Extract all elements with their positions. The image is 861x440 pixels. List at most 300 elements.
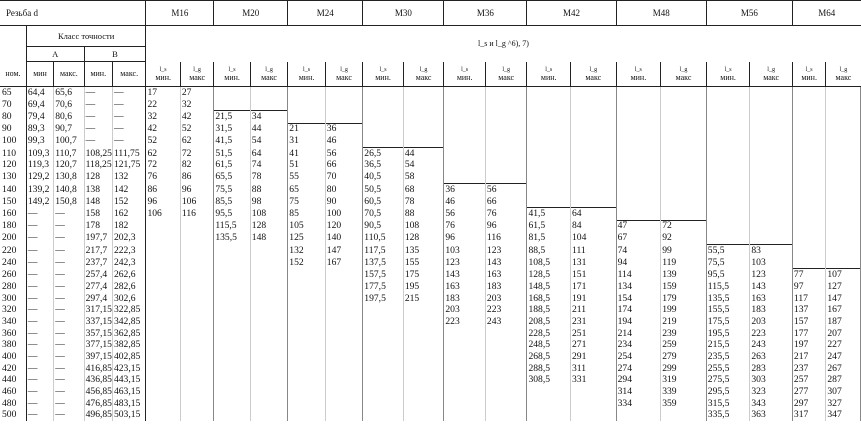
- class-b-max-cell: 242,3: [112, 257, 145, 269]
- lg-max-cell: 227: [826, 339, 861, 351]
- ls-min-cell: [363, 339, 404, 351]
- table-body: [0, 87, 861, 422]
- ls-min-cell: [288, 99, 325, 111]
- table-row: [0, 398, 861, 410]
- ls-min-cell: 317: [792, 410, 825, 422]
- ls-min-cell: [444, 398, 486, 410]
- class-a-min-cell: —: [26, 398, 53, 410]
- class-a-min-cell: —: [26, 208, 53, 220]
- col-subscript: l_g: [265, 67, 273, 74]
- lg-max-cell: [485, 160, 527, 172]
- lg-max-cell: [403, 410, 444, 422]
- ls-min-cell: 215,5: [706, 339, 750, 351]
- ls-min-cell: 97: [792, 281, 825, 293]
- lg-max-cell: 96: [485, 220, 527, 232]
- lg-max-cell: 203: [750, 316, 793, 328]
- lg-max-cell: 175: [403, 269, 444, 281]
- ls-min-cell: [444, 111, 486, 123]
- col-minmax-label: мин.: [801, 73, 817, 83]
- ls-min-cell: 155,5: [706, 304, 750, 316]
- class-a-min-cell: —: [26, 328, 53, 340]
- lg-max-cell: [180, 398, 213, 410]
- lg-max-cell: [750, 99, 793, 111]
- ls-min-cell: 86: [146, 184, 180, 196]
- ls-min-cell: [616, 160, 661, 172]
- lg-max-cell: 263: [750, 351, 793, 363]
- lg-max-cell: 103: [750, 257, 793, 269]
- lg-max-cell: [325, 111, 363, 123]
- lg-max-cell: 36: [325, 123, 363, 135]
- col-minmax-label: макс: [763, 73, 780, 83]
- table-row: [0, 208, 861, 220]
- lg-max-cell: 283: [750, 363, 793, 375]
- col-subscript: l_g: [679, 67, 688, 74]
- ls-min-cell: 21: [288, 123, 325, 135]
- col-m24-ls-min: [288, 62, 325, 87]
- ls-min-cell: [146, 386, 180, 398]
- class-b-min-cell: 217,7: [84, 244, 112, 256]
- class-b-min-cell: 257,4: [84, 269, 112, 281]
- ls-min-cell: 94: [616, 257, 661, 269]
- lg-max-cell: [403, 87, 444, 99]
- lg-max-cell: [571, 196, 617, 208]
- nominal-length-cell: 70: [0, 99, 26, 111]
- class-a-max-cell: —: [54, 208, 84, 220]
- lg-max-cell: 27: [180, 87, 213, 99]
- ls-min-cell: 88,5: [527, 244, 571, 256]
- ls-min-cell: 135,5: [706, 293, 750, 305]
- ls-min-cell: [792, 99, 825, 111]
- lg-max-cell: 251: [571, 328, 617, 340]
- lg-max-cell: [403, 111, 444, 123]
- ls-min-cell: 137: [792, 304, 825, 316]
- lg-max-cell: [250, 410, 288, 422]
- ls-min-cell: [288, 281, 325, 293]
- lg-max-cell: [571, 87, 617, 99]
- lg-max-cell: [403, 304, 444, 316]
- ls-min-cell: 223: [444, 316, 486, 328]
- lg-max-cell: [661, 111, 707, 123]
- ls-min-cell: [146, 281, 180, 293]
- ls-min-cell: [527, 147, 571, 159]
- lg-max-cell: 96: [180, 184, 213, 196]
- ls-min-cell: [363, 316, 404, 328]
- ls-min-cell: 168,5: [527, 293, 571, 305]
- ls-min-cell: [444, 410, 486, 422]
- nominal-length-cell: 130: [0, 171, 26, 183]
- ls-min-cell: [146, 304, 180, 316]
- class-b-max-cell: 322,85: [112, 304, 145, 316]
- col-minmax-label: мин.: [155, 73, 171, 83]
- col-b-min: мин.: [84, 62, 112, 87]
- ls-min-cell: [527, 196, 571, 208]
- lg-max-cell: 279: [661, 351, 707, 363]
- col-subscript: l_g: [419, 67, 428, 74]
- col-subscript: l_g: [839, 67, 848, 74]
- col-minmax-label: мин.: [630, 73, 647, 83]
- nom-header-spacer-2: [0, 47, 26, 62]
- lg-max-cell: 80: [325, 184, 363, 196]
- lg-max-cell: [250, 304, 288, 316]
- lg-max-cell: 78: [250, 171, 288, 183]
- lg-max-cell: [571, 410, 617, 422]
- lg-max-cell: [750, 208, 793, 220]
- ls-min-cell: [363, 375, 404, 387]
- ls-min-cell: [288, 328, 325, 340]
- lg-max-cell: [661, 87, 707, 99]
- ls-min-cell: [616, 171, 661, 183]
- ls-min-cell: 297: [792, 398, 825, 410]
- thread-size-m30: M30: [363, 1, 444, 26]
- lg-max-cell: [403, 375, 444, 387]
- class-a-max-cell: 100,7: [54, 135, 84, 147]
- ls-min-cell: [527, 99, 571, 111]
- ls-min-cell: [527, 410, 571, 422]
- class-b-min-cell: 237,7: [84, 257, 112, 269]
- lg-max-cell: [485, 328, 527, 340]
- class-a-min-cell: 129,2: [26, 171, 53, 183]
- lg-max-cell: [661, 410, 707, 422]
- ls-min-cell: [792, 244, 825, 256]
- col-m16-lg-max: [180, 62, 213, 87]
- lg-max-cell: [325, 304, 363, 316]
- class-a-min-cell: 99,3: [26, 135, 53, 147]
- ls-min-cell: 46: [444, 196, 486, 208]
- col-a-min: мин: [26, 62, 53, 87]
- ls-min-cell: [444, 135, 486, 147]
- ls-min-cell: [288, 293, 325, 305]
- class-a-max-cell: —: [54, 232, 84, 244]
- col-subscript: l_s: [303, 67, 311, 74]
- lg-max-cell: [661, 147, 707, 159]
- ls-min-cell: [214, 87, 250, 99]
- ls-min-cell: [363, 99, 404, 111]
- ls-min-cell: [792, 135, 825, 147]
- lg-max-cell: [325, 386, 363, 398]
- table-row: [0, 87, 861, 99]
- col-subscript: l_s: [634, 67, 642, 74]
- col-m16-ls-min: [146, 62, 180, 87]
- thread-size-m20: M20: [214, 1, 288, 26]
- class-b-max-cell: 152: [112, 196, 145, 208]
- col-minmax-label: мин.: [298, 73, 315, 83]
- col-m30-ls-min: [363, 62, 404, 87]
- table-row: [0, 184, 861, 196]
- lg-max-cell: [403, 398, 444, 410]
- nominal-length-cell: 110: [0, 147, 26, 159]
- ls-min-cell: 60,5: [363, 196, 404, 208]
- lg-max-cell: [403, 363, 444, 375]
- lg-max-cell: 72: [661, 220, 707, 232]
- lg-max-cell: [325, 328, 363, 340]
- lg-max-cell: [571, 171, 617, 183]
- class-b-max-cell: 382,85: [112, 339, 145, 351]
- col-minmax-label: мин.: [720, 73, 736, 83]
- table-row: [0, 147, 861, 159]
- lg-max-cell: 128: [403, 232, 444, 244]
- thread-size-header-row: [0, 1, 861, 26]
- lg-max-cell: 339: [661, 386, 707, 398]
- lg-max-cell: [661, 196, 707, 208]
- class-b-min-cell: —: [84, 99, 112, 111]
- class-b-max-cell: 463,15: [112, 386, 145, 398]
- lg-max-cell: [403, 99, 444, 111]
- lg-max-cell: 139: [661, 269, 707, 281]
- nom-header-spacer: [0, 26, 26, 47]
- ls-lg-label: l_s и l_g ^6), 7): [146, 26, 861, 62]
- ls-min-cell: [214, 386, 250, 398]
- lg-max-cell: [403, 351, 444, 363]
- ls-min-cell: 195,5: [706, 328, 750, 340]
- table-row: [0, 269, 861, 281]
- ls-min-cell: [527, 398, 571, 410]
- lg-max-cell: 207: [826, 328, 861, 340]
- nominal-length-cell: 180: [0, 220, 26, 232]
- class-b-min-cell: 118,25: [85, 159, 112, 171]
- ls-min-cell: [706, 184, 750, 196]
- ls-min-cell: [288, 111, 325, 123]
- lg-max-cell: [180, 363, 213, 375]
- lg-max-cell: 243: [485, 316, 527, 328]
- lg-max-cell: [826, 123, 861, 135]
- ls-min-cell: 65,5: [214, 171, 250, 183]
- lg-max-cell: [325, 351, 363, 363]
- ls-min-cell: 75,5: [214, 184, 250, 196]
- class-a-max-cell: 110,7: [54, 147, 84, 159]
- col-minmax-label: мин.: [375, 73, 391, 83]
- ls-min-cell: 40,5: [363, 171, 404, 183]
- lg-max-cell: 131: [571, 257, 617, 269]
- ls-min-cell: [444, 328, 486, 340]
- table-row: [0, 232, 861, 244]
- class-b-max-cell: 202,3: [112, 232, 145, 244]
- lg-max-cell: [571, 386, 617, 398]
- lg-max-cell: 243: [750, 339, 793, 351]
- ls-min-cell: 103: [444, 244, 486, 256]
- lg-max-cell: 123: [750, 269, 793, 281]
- ls-min-cell: [444, 123, 486, 135]
- ls-min-cell: [616, 184, 661, 196]
- lg-max-cell: 116: [180, 208, 213, 220]
- ls-min-cell: [706, 171, 750, 183]
- lg-max-cell: [826, 99, 861, 111]
- class-a-min-cell: —: [26, 269, 53, 281]
- lg-max-cell: [750, 87, 793, 99]
- lg-max-cell: 100: [325, 208, 363, 220]
- ls-min-cell: 70,5: [363, 208, 404, 220]
- ls-min-cell: [616, 123, 661, 135]
- lg-max-cell: [571, 111, 617, 123]
- ls-min-cell: 96: [444, 232, 486, 244]
- lg-max-cell: 163: [750, 293, 793, 305]
- ls-min-cell: 117,5: [363, 244, 404, 256]
- ls-min-cell: [214, 375, 250, 387]
- lg-max-cell: 239: [661, 328, 707, 340]
- lg-max-cell: [250, 351, 288, 363]
- ls-min-cell: [214, 316, 250, 328]
- ls-min-cell: [444, 386, 486, 398]
- lg-max-cell: [826, 135, 861, 147]
- lg-max-cell: 107: [826, 269, 861, 281]
- col-m30-lg-max: [403, 62, 444, 87]
- ls-min-cell: 255,5: [706, 363, 750, 375]
- lg-max-cell: 147: [826, 293, 861, 305]
- ls-min-cell: 288,5: [527, 363, 571, 375]
- ls-min-cell: 143: [444, 269, 486, 281]
- ls-min-cell: [527, 111, 571, 123]
- class-b-min-cell: 108,25: [85, 147, 112, 159]
- ls-min-cell: 31,5: [214, 123, 250, 135]
- lg-max-cell: 143: [750, 281, 793, 293]
- lg-max-cell: 72: [180, 147, 213, 159]
- lg-max-cell: [180, 269, 213, 281]
- ls-min-cell: [792, 111, 825, 123]
- class-b-max-cell: 402,85: [112, 351, 145, 363]
- lg-max-cell: [180, 375, 213, 387]
- ls-min-cell: 134: [616, 281, 661, 293]
- class-b-min-cell: 297,4: [84, 293, 112, 305]
- lg-max-cell: [180, 410, 213, 422]
- lg-max-cell: 155: [403, 257, 444, 269]
- class-b-min-cell: —: [84, 87, 112, 99]
- class-b-min-cell: 197,7: [84, 232, 112, 244]
- ls-min-cell: [146, 339, 180, 351]
- lg-max-cell: [180, 293, 213, 305]
- lg-max-cell: [180, 281, 213, 293]
- ls-min-cell: 217: [792, 351, 825, 363]
- ls-min-cell: [706, 135, 750, 147]
- ls-min-cell: 257: [792, 375, 825, 387]
- lg-max-cell: [661, 184, 707, 196]
- thread-label: Резьба d: [0, 1, 146, 26]
- nominal-length-cell: 420: [0, 363, 26, 375]
- lg-max-cell: 291: [571, 351, 617, 363]
- lg-max-cell: 32: [180, 99, 213, 111]
- ls-min-cell: 114: [616, 269, 661, 281]
- ls-min-cell: [288, 269, 325, 281]
- ls-min-cell: [214, 328, 250, 340]
- col-m42-ls-min: [527, 62, 571, 87]
- lg-max-cell: 163: [485, 269, 527, 281]
- col-subscript: l_s: [228, 67, 236, 74]
- lg-max-cell: 99: [661, 244, 707, 256]
- lg-max-cell: [250, 257, 288, 269]
- table-row: [0, 304, 861, 316]
- table-row: [0, 196, 861, 208]
- class-b-max-cell: 222,3: [112, 244, 145, 256]
- lg-max-cell: [325, 398, 363, 410]
- lg-max-cell: 82: [180, 160, 213, 172]
- ls-min-cell: [288, 304, 325, 316]
- class-a-min-cell: —: [26, 232, 53, 244]
- table-row: [0, 351, 861, 363]
- lg-max-cell: [325, 363, 363, 375]
- nominal-length-cell: 480: [0, 398, 26, 410]
- class-a-max-cell: —: [54, 293, 84, 305]
- lg-max-cell: 83: [750, 244, 793, 256]
- lg-max-cell: 46: [325, 135, 363, 147]
- ls-min-cell: 81,5: [527, 232, 571, 244]
- class-b-min-cell: 476,85: [85, 397, 112, 409]
- lg-max-cell: [485, 87, 527, 99]
- lg-max-cell: 70: [325, 171, 363, 183]
- class-a-max-cell: —: [54, 375, 84, 387]
- ls-min-cell: 277: [792, 386, 825, 398]
- lg-max-cell: 62: [180, 135, 213, 147]
- col-m42-lg-max: [571, 62, 617, 87]
- lg-max-cell: [250, 398, 288, 410]
- nominal-length-cell: 140: [0, 184, 26, 196]
- ls-min-cell: 275,5: [706, 375, 750, 387]
- lg-max-cell: 66: [485, 196, 527, 208]
- ls-min-cell: 177,5: [363, 281, 404, 293]
- lg-max-cell: [325, 316, 363, 328]
- ls-min-cell: 268,5: [527, 351, 571, 363]
- ls-min-cell: [706, 220, 750, 232]
- table-row: [0, 244, 861, 256]
- ls-min-cell: 65: [288, 184, 325, 196]
- ls-min-cell: [214, 244, 250, 256]
- lg-max-cell: [661, 171, 707, 183]
- lg-max-cell: 231: [571, 316, 617, 328]
- ls-min-cell: 41: [288, 147, 325, 159]
- lg-max-cell: [661, 160, 707, 172]
- lg-max-cell: 195: [403, 281, 444, 293]
- col-subscript: l_s: [159, 67, 167, 74]
- nominal-length-cell: 100: [0, 135, 26, 147]
- lg-max-cell: [250, 339, 288, 351]
- class-a-max-cell: —: [54, 386, 84, 398]
- ls-min-cell: 148,5: [527, 281, 571, 293]
- lg-max-cell: [250, 99, 288, 111]
- nominal-length-cell: 160: [0, 208, 26, 220]
- lg-max-cell: 347: [826, 410, 861, 422]
- ls-min-cell: 52: [146, 135, 180, 147]
- class-b-max-cell: —: [112, 87, 145, 99]
- lg-max-cell: 151: [571, 269, 617, 281]
- ls-min-cell: 75,5: [706, 257, 750, 269]
- ls-min-cell: [792, 257, 825, 269]
- lg-max-cell: [325, 281, 363, 293]
- class-a-max-cell: 70,6: [54, 99, 84, 111]
- class-a-min-cell: 149,2: [26, 196, 53, 208]
- ls-min-cell: [616, 87, 661, 99]
- ls-min-cell: [616, 196, 661, 208]
- nominal-length-cell: 500: [0, 410, 26, 422]
- lg-max-cell: [485, 398, 527, 410]
- col-b-max: макс.: [112, 62, 145, 87]
- lg-max-cell: [325, 410, 363, 422]
- ls-min-cell: 47: [616, 220, 661, 232]
- class-a-max-cell: 65,6: [54, 87, 84, 99]
- table-row: [0, 363, 861, 375]
- table-row: [0, 386, 861, 398]
- class-b-min-cell: 416,85: [85, 362, 112, 374]
- ls-min-cell: 335,5: [706, 410, 750, 422]
- col-minmax-label: макс: [498, 73, 515, 83]
- ls-min-cell: 51,5: [214, 147, 250, 159]
- lg-max-cell: [485, 147, 527, 159]
- col-m64-ls-min: [792, 62, 825, 87]
- ls-min-cell: [444, 99, 486, 111]
- lg-max-cell: 303: [750, 375, 793, 387]
- ls-min-cell: [444, 171, 486, 183]
- ls-min-cell: [444, 87, 486, 99]
- lg-max-cell: [826, 208, 861, 220]
- col-subscript: l_g: [589, 67, 598, 74]
- ls-min-cell: 55: [288, 171, 325, 183]
- lg-max-cell: 108: [403, 220, 444, 232]
